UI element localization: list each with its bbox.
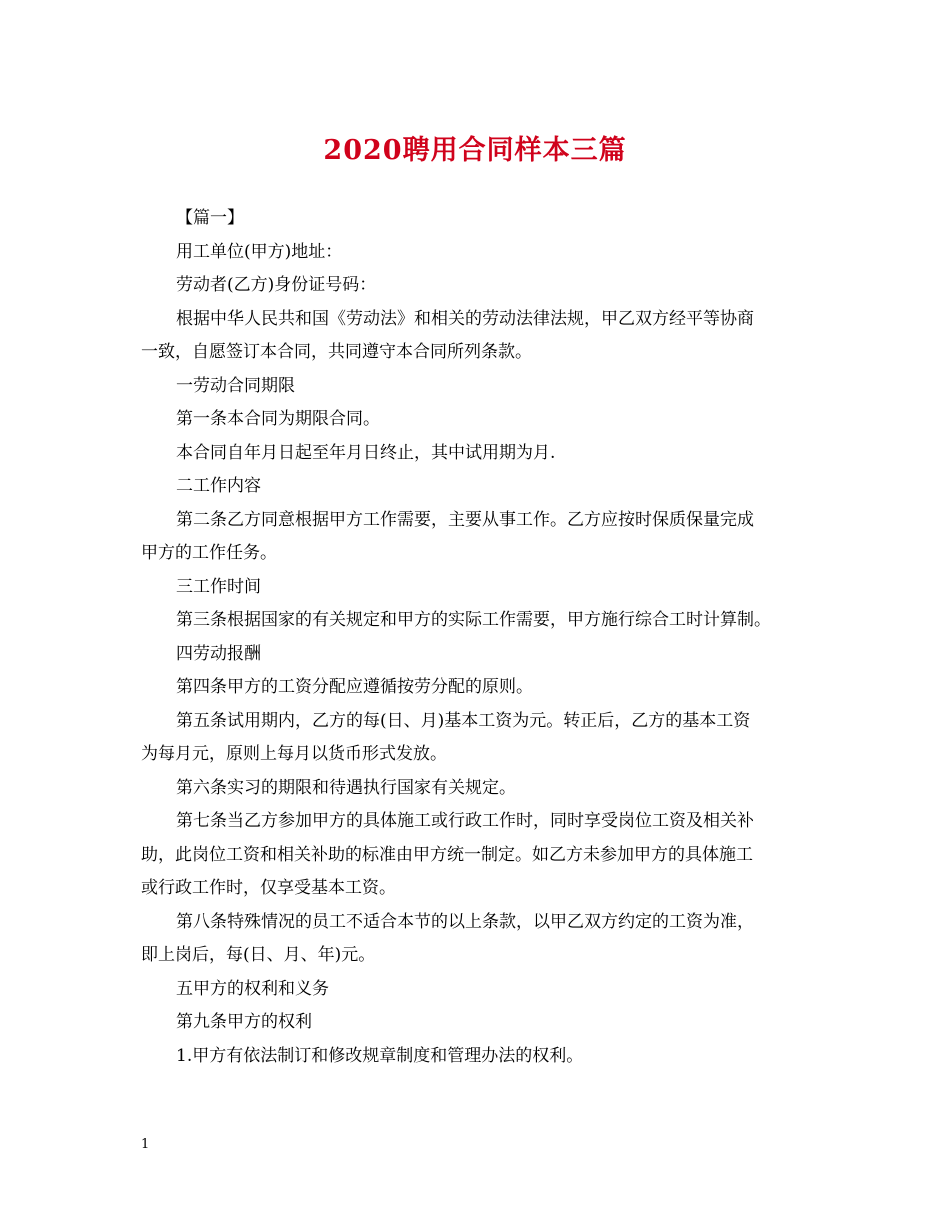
paragraph	[141, 303, 821, 370]
paragraph	[141, 504, 821, 571]
paragraph-line: 第三条根据国家的有关规定和甲方的实际工作需要，甲方施行综合工时计算制。	[176, 610, 771, 630]
paragraph-line: 【篇一】	[176, 208, 244, 228]
paragraph-line: 用工单位(甲方)地址：	[176, 241, 343, 262]
paragraph-line: 劳动者(乙方)身份证号码：	[176, 275, 377, 295]
paragraph	[141, 638, 821, 672]
paragraph	[141, 805, 821, 906]
paragraph	[141, 973, 821, 1007]
paragraph	[141, 1040, 821, 1074]
paragraph-line: 本合同自年月日起至年月日终止，其中试用期为月.	[176, 442, 556, 463]
paragraph-line: 第八条特殊情况的员工不适合本节的以上条款，以甲乙双方约定的工资为准，	[176, 911, 754, 932]
paragraph	[141, 1006, 821, 1040]
paragraph-line: 第七条当乙方参加甲方的具体施工或行政工作时，同时享受岗位工资及相关补	[176, 811, 754, 831]
paragraph-line: 甲方的工作任务。	[141, 543, 277, 563]
paragraph-line: 根据中华人民共和国《劳动法》和相关的劳动法律法规，甲乙双方经平等协商	[176, 308, 754, 329]
paragraph	[141, 269, 821, 303]
paragraph	[141, 437, 821, 471]
paragraph-line: 第四条甲方的工资分配应遵循按劳分配的原则。	[176, 677, 533, 697]
paragraph-line: 第二条乙方同意根据甲方工作需要，主要从事工作。乙方应按时保质保量完成	[176, 509, 754, 530]
paragraph	[141, 671, 821, 705]
paragraph-line: 四劳动报酬	[176, 643, 261, 664]
paragraph-line: 1.甲方有依法制订和修改规章制度和管理办法的权利。	[176, 1045, 584, 1066]
paragraph-line: 为每月元，原则上每月以货币形式发放。	[141, 744, 447, 764]
page-number: 1	[141, 1137, 150, 1152]
document-body	[141, 202, 821, 1073]
paragraph-line: 助，此岗位工资和相关补助的标准由甲方统一制定。如乙方未参加甲方的具体施工	[141, 844, 753, 865]
paragraph-line: 第一条本合同为期限合同。	[176, 409, 380, 429]
paragraph-line: 一致，自愿签订本合同，共同遵守本合同所列条款。	[141, 342, 532, 362]
paragraph	[141, 236, 821, 270]
paragraph	[141, 202, 821, 236]
paragraph-line: 一劳动合同期限	[176, 375, 295, 396]
paragraph-line: 第九条甲方的权利	[176, 1012, 312, 1032]
paragraph	[141, 906, 821, 973]
paragraph	[141, 370, 821, 404]
paragraph-line: 第五条试用期内，乙方的每(日、月)基本工资为元。转正后，乙方的基本工资	[176, 710, 751, 731]
paragraph-line: 二工作内容	[176, 476, 261, 496]
paragraph	[141, 571, 821, 605]
paragraph-line: 或行政工作时，仅享受基本工资。	[141, 878, 396, 898]
paragraph	[141, 772, 821, 806]
paragraph-line: 第六条实习的期限和待遇执行国家有关规定。	[176, 777, 516, 798]
paragraph	[141, 604, 821, 638]
paragraph-line: 五甲方的权利和义务	[176, 978, 329, 999]
paragraph	[141, 705, 821, 772]
paragraph-line: 即上岗后，每(日、月、年)元。	[141, 945, 376, 965]
paragraph	[141, 470, 821, 504]
paragraph	[141, 403, 821, 437]
paragraph-line: 三工作时间	[176, 576, 261, 597]
document-title: 2020聘用合同样本三篇	[323, 135, 627, 166]
